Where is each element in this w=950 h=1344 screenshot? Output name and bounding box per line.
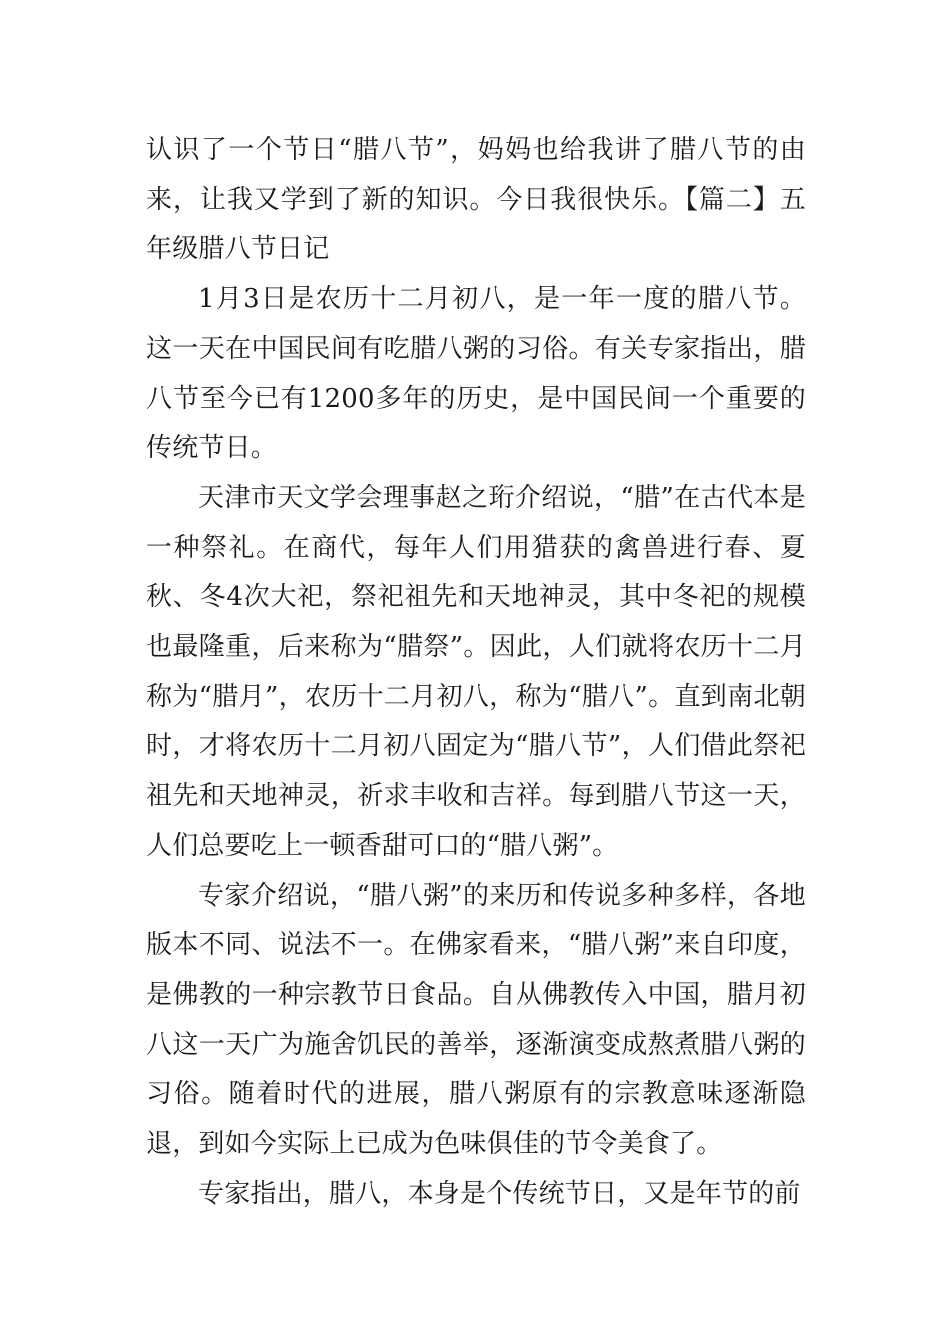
paragraph-4: 专家介绍说，“腊八粥”的来历和传说多种多样，各地版本不同、说法不一。在佛家看来，“腊八粥”来自印度，是佛教的一种宗教节日食品。自从佛教传入中国，腊月初八这一天广为施舍饥民的善举，逐渐演变成熬煮腊八粥的习俗。随着时代的进展，腊八粥原有的宗教意味逐渐隐退，到如今实际上已成为色味俱佳的节令美食了。 [146, 880, 806, 1160]
paragraph-2: 1月3日是农历十二月初八，是一年一度的腊八节。这一天在中国民间有吃腊八粥的习俗。有关专家指出，腊八节至今已有1200多年的历史，是中国民间一个重要的传统节日。 [146, 284, 806, 464]
paragraph-5: 专家指出，腊八，本身是个传统节日，又是年节的前 [198, 1178, 801, 1209]
paragraph-1: 认识了一个节日“腊八节”，妈妈也给我讲了腊八节的由来，让我又学到了新的知识。今日我很快乐。【篇二】五年级腊八节日记 [146, 135, 806, 265]
paragraph-3: 天津市天文学会理事赵之珩介绍说，“腊”在古代本是一种祭礼。在商代，每年人们用猎获的禽兽进行春、夏秋、冬4次大祀，祭祀祖先和天地神灵，其中冬祀的规模也最隆重，后来称为“腊祭”。因此，人们就将农历十二月称为“腊月”，农历十二月初八，称为“腊八”。直到南北朝时，才将农历十二月初八固定为“腊八节”，人们借此祭祀祖先和天地神灵，祈求丰收和吉祥。每到腊八节这一天，人们总要吃上一顿香甜可口的“腊八粥”。 [146, 482, 806, 861]
document-page [146, 126, 806, 1219]
